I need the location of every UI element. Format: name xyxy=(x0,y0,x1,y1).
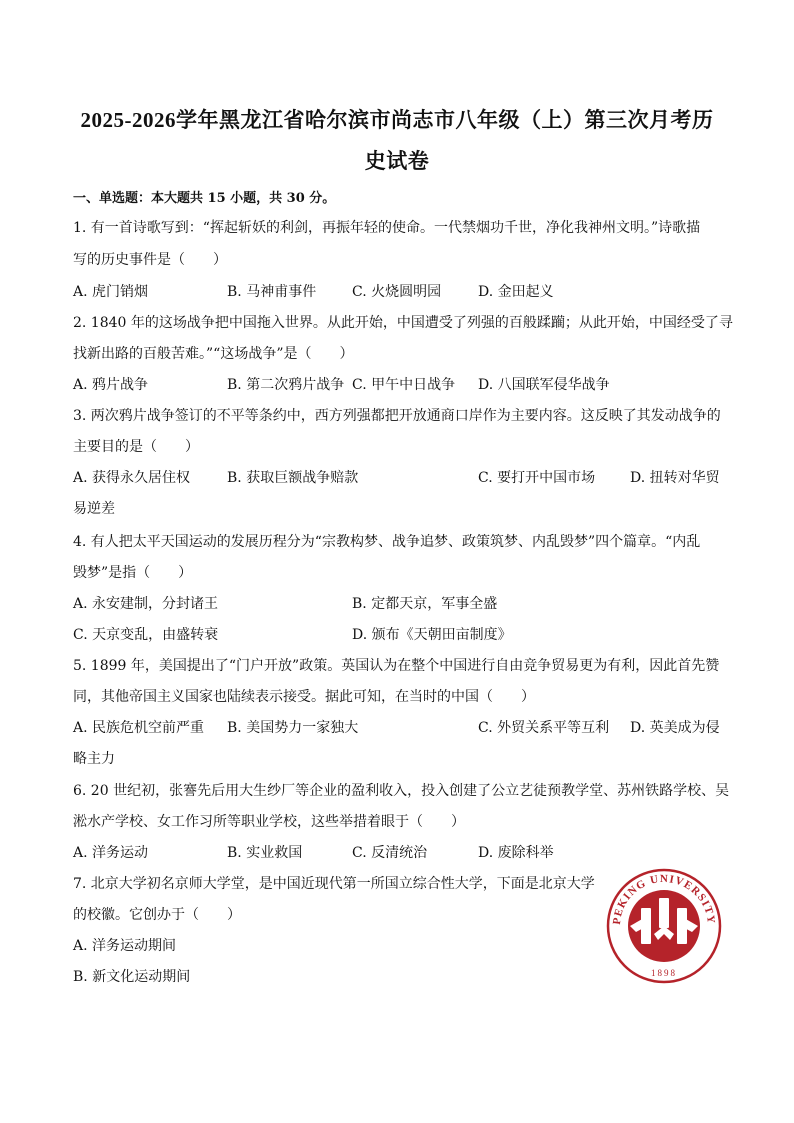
option-a[interactable]: A. 虎门销烟 xyxy=(73,284,149,300)
question-text: 6. 20 世纪初，张謇先后用大生纱厂等企业的盈利收入，投入创建了公立艺徒预教学堂、苏州铁路学校、吴 xyxy=(73,783,730,799)
option-c[interactable]: C. 反清统治 xyxy=(352,845,428,861)
section-heading: 一、单选题：本大题共 15 小题，共 30 分。 xyxy=(73,191,336,206)
option-d[interactable]: D. 颁布《天朝田亩制度》 xyxy=(352,627,512,643)
option-d-continued: 略主力 xyxy=(73,751,115,767)
question-text: 3. 两次鸦片战争签订的不平等条约中，西方列强都把开放通商口岸作为主要内容。这反映了其发动战争的 xyxy=(73,408,721,424)
option-b[interactable]: B. 新文化运动期间 xyxy=(73,969,191,985)
question-text: 写的历史事件是（ ） xyxy=(73,252,227,268)
question-text: 主要目的是（ ） xyxy=(73,439,199,455)
question-text: 1. 有一首诗歌写到：“挥起斩妖的利剑，再振年轻的使命。一代禁烟功千世，净化我神州文明。”诗歌描 xyxy=(73,220,701,236)
question-text: 2. 1840 年的这场战争把中国拖入世界。从此开始，中国遭受了列强的百般蹂躏；从此开始，中国经受了寻 xyxy=(73,315,733,331)
exam-title-line1: 2025-2026学年黑龙江省哈尔滨市尚志市八年级（上）第三次月考历 xyxy=(80,108,714,132)
option-c[interactable]: C. 外贸关系平等互利 xyxy=(478,720,610,736)
question-text: 4. 有人把太平天国运动的发展历程分为“宗教构梦、战争追梦、政策筑梦、内乱毁梦”四个篇章。“内乱 xyxy=(73,534,701,550)
option-a[interactable]: A. 民族危机空前严重 xyxy=(73,720,205,736)
badge-year: 1898 xyxy=(651,968,677,978)
option-a[interactable]: A. 鸦片战争 xyxy=(73,377,149,393)
option-c[interactable]: C. 要打开中国市场 xyxy=(478,470,596,486)
option-b[interactable]: B. 定都天京，军事全盛 xyxy=(352,596,498,612)
question-text: 同，其他帝国主义国家也陆续表示接受。据此可知，在当时的中国（ ） xyxy=(73,689,535,705)
question-text: 毁梦”是指（ ） xyxy=(73,565,193,581)
option-d[interactable]: D. 八国联军侵华战争 xyxy=(478,377,610,393)
option-b[interactable]: B. 第二次鸦片战争 xyxy=(227,377,345,393)
option-c[interactable]: C. 火烧圆明园 xyxy=(352,284,442,300)
question-text: 找新出路的百般苦难。”“这场战争”是（ ） xyxy=(73,346,354,362)
option-d-continued: 易逆差 xyxy=(73,501,115,517)
option-c[interactable]: C. 天京变乱，由盛转衰 xyxy=(73,627,219,643)
option-b[interactable]: B. 获取巨额战争赔款 xyxy=(227,470,359,486)
exam-title-line2: 史试卷 xyxy=(364,149,430,173)
option-c[interactable]: C. 甲午中日战争 xyxy=(352,377,456,393)
question-text: 7. 北京大学初名京师大学堂，是中国近现代第一所国立综合性大学，下面是北京大学 xyxy=(73,876,595,892)
option-b[interactable]: B. 马神甫事件 xyxy=(227,284,317,300)
option-d[interactable]: D. 金田起义 xyxy=(478,284,554,300)
option-d[interactable]: D. 废除科举 xyxy=(478,845,554,861)
question-text: 5. 1899 年，美国提出了“门户开放”政策。英国认为在整个中国进行自由竞争贸易更为有利，因此首先赞 xyxy=(73,658,720,674)
option-a[interactable]: A. 洋务运动 xyxy=(73,845,149,861)
option-d[interactable]: D. 英美成为侵 xyxy=(630,720,720,736)
option-a[interactable]: A. 永安建制，分封诸王 xyxy=(73,596,219,612)
badge-arc-text: PEKING UNIVERSITY xyxy=(610,872,718,926)
option-b[interactable]: B. 实业救国 xyxy=(227,845,303,861)
question-text: 淞水产学校、女工作习所等职业学校，这些举措着眼于（ ） xyxy=(73,814,465,830)
option-a[interactable]: A. 获得永久居住权 xyxy=(73,470,191,486)
option-b[interactable]: B. 美国势力一家独大 xyxy=(227,720,359,736)
question-text: 的校徽。它创办于（ ） xyxy=(73,907,241,923)
option-d[interactable]: D. 扭转对华贸 xyxy=(630,470,720,486)
option-a[interactable]: A. 洋务运动期间 xyxy=(73,938,177,954)
peking-university-badge-icon xyxy=(606,868,722,984)
